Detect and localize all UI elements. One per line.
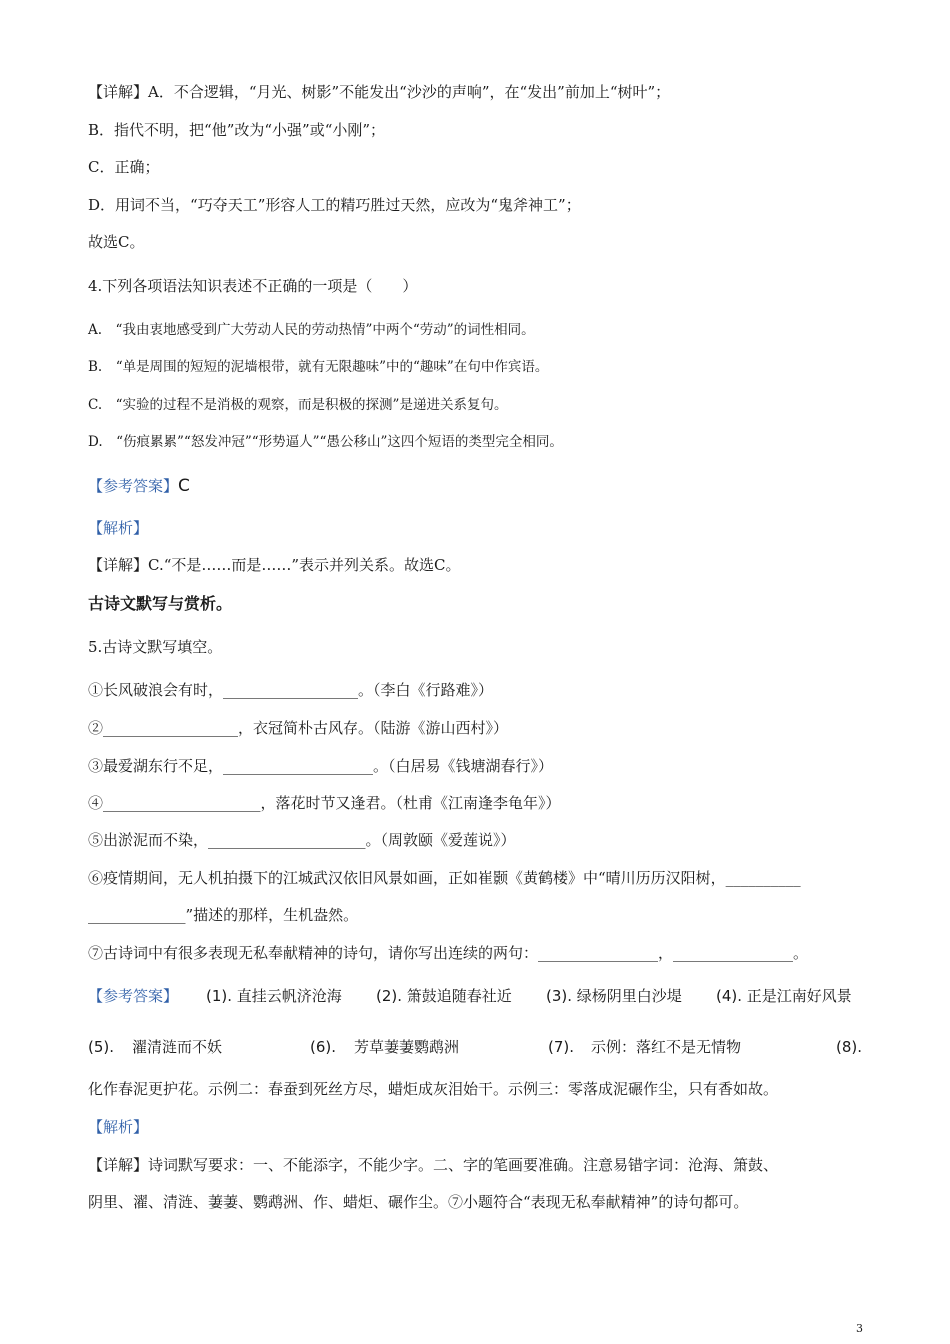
q5-answer-1: (1). 直挂云帆济沧海 [206, 987, 342, 1005]
q3-conclusion: 故选C。 [88, 233, 145, 251]
q5-analysis-label: 【解析】 [88, 1118, 149, 1136]
q4-detail: 【详解】C.“不是……而是……”表示并列关系。故选C。 [88, 556, 461, 574]
q5-detail-1: 【详解】诗词默写要求：一、不能添字，不能少字。二、字的笔画要准确。注意易错字词：沧海、箫鼓、 [88, 1156, 779, 1174]
q5-item-6-cont: _____________”描述的那样，生机盎然。 [88, 906, 359, 924]
q4-option-a: A. “我由衷地感受到广大劳动人民的劳动热情”中两个“劳动”的词性相同。 [88, 322, 535, 338]
q5-item-1: ①长风破浪会有时，__________________。（李白《行路难》） [88, 681, 494, 699]
q4-stem: 4.下列各项语法知识表述不正确的一项是（ ） [88, 277, 418, 295]
q5-answer-8-num: (8). [836, 1038, 863, 1056]
q5-detail-2: 阴里、濯、清涟、萋萋、鹦鹉洲、作、蜡炬、碾作尘。⑦小题符合“表现无私奉献精神”的诗句都可。 [88, 1193, 749, 1211]
q5-item-5: ⑤出淤泥而不染，_____________________。（周敦颐《爱莲说》） [88, 831, 516, 849]
q5-stem: 5.古诗文默写填空。 [88, 638, 223, 656]
q5-answer-4: (4). 正是江南好风景 [716, 987, 852, 1005]
q4-option-d: D. “伤痕累累”“怒发冲冠”“形势逼人”“愚公移山”这四个短语的类型完全相同。 [88, 434, 563, 450]
q4-option-b: B. “单是周围的短短的泥墙根带，就有无限趣味”中的“趣味”在句中作宾语。 [88, 359, 549, 375]
q4-answer [88, 476, 190, 496]
q4-option-c: C. “实验的过程不是消极的观察，而是积极的探测”是递进关系复句。 [88, 397, 508, 413]
q5-item-3: ③最爱湖东行不足，____________________。（白居易《钱塘湖春行》） [88, 757, 554, 775]
q5-answer-5: 濯清涟而不妖 [132, 1038, 223, 1056]
q3-detail-a: 【详解】A．不合逻辑，“月光、树影”不能发出“沙沙的声响”，在“发出”前加上“树叶”； [88, 83, 671, 101]
q5-answer-7: 示例：落红不是无情物 [591, 1038, 742, 1056]
q5-item-7: ⑦古诗词中有很多表现无私奉献精神的诗句，请你写出连续的两句：________________，________________。 [88, 944, 809, 962]
q5-answer-7-num: (7). [548, 1038, 575, 1056]
q5-answer-5-num: (5). [88, 1038, 115, 1056]
q5-item-4: ④_____________________，落花时节又逢君。（杜甫《江南逢李龟年》） [88, 794, 561, 812]
q3-detail-d: D．用词不当，“巧夺天工”形容人工的精巧胜过天然，应改为“鬼斧神工”； [88, 196, 581, 214]
page-number: 3 [856, 1322, 863, 1335]
q3-detail-c: C．正确； [88, 158, 160, 176]
q5-item-2: ②__________________，衣冠简朴古风存。（陆游《游山西村》） [88, 719, 509, 737]
q5-answer-6-num: (6). [310, 1038, 337, 1056]
q5-answer-2: (2). 箫鼓追随春社近 [376, 987, 512, 1005]
q5-answer-row-2 [88, 1037, 868, 1059]
answer-value: C [178, 476, 190, 496]
q5-answer-label: 【参考答案】 [88, 987, 179, 1005]
q4-analysis-label: 【解析】 [88, 519, 149, 537]
q5-answer-3: (3). 绿杨阴里白沙堤 [546, 987, 682, 1005]
section-title: 古诗文默写与赏析。 [88, 594, 233, 613]
q3-detail-b: B．指代不明，把“他”改为“小强”或“小刚”； [88, 121, 386, 139]
q5-answer-row-1 [88, 986, 868, 1008]
answer-label: 【参考答案】 [88, 477, 179, 495]
q5-answer-cont: 化作春泥更护花。示例二：春蚕到死丝方尽，蜡炬成灰泪始干。示例三：零落成泥碾作尘，只有香如故。 [88, 1080, 779, 1098]
q5-item-6: ⑥疫情期间，无人机拍摄下的江城武汉依旧风景如画，正如崔颢《黄鹤楼》中“晴川历历汉阳树，__________ [88, 869, 801, 887]
q5-answer-6: 芳草萋萋鹦鹉洲 [354, 1038, 460, 1056]
